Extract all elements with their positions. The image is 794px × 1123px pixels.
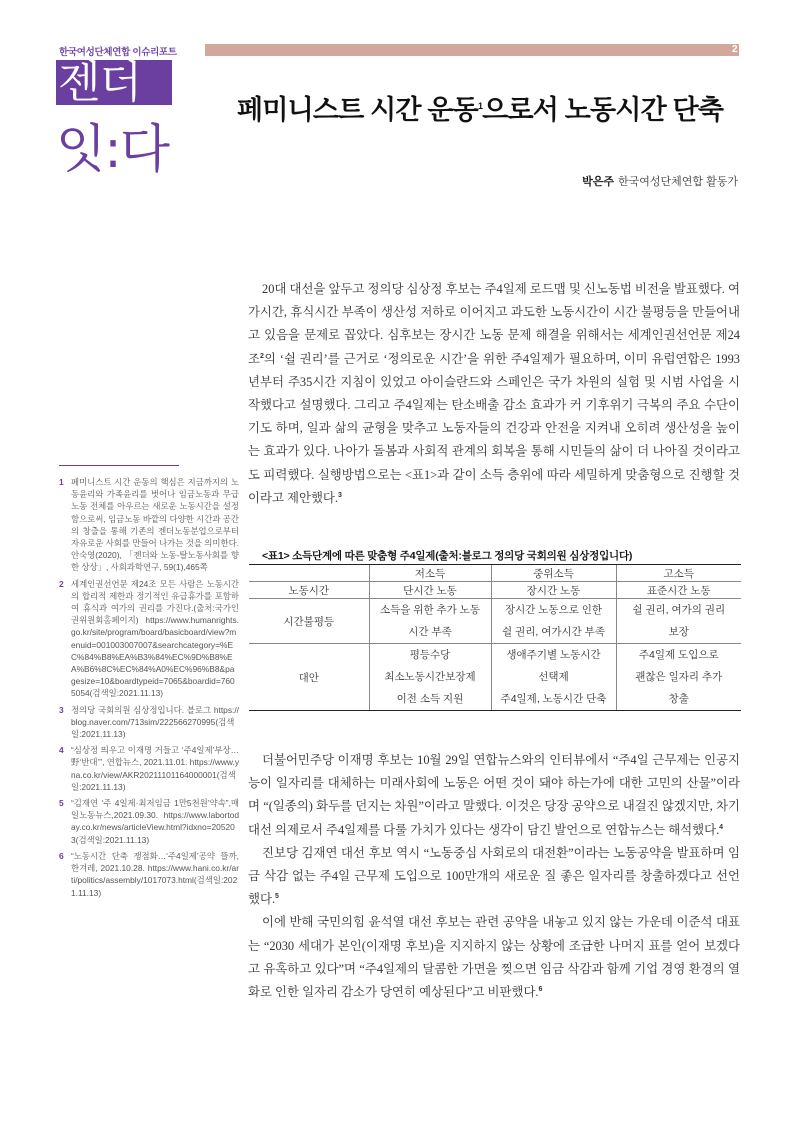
footnote-ref-2[interactable]: 2 [259,352,264,360]
footnote-number: 1 [59,477,64,487]
table-cell [491,599,616,644]
page-number: 2 [732,44,738,55]
cell-line: 생애주기별 노동시간 [506,649,601,661]
cell-line: 주4일제 도입으로 [638,649,719,661]
text-run: 20대 대선을 앞두고 정의당 심상정 후보는 주4일제 로드맵 및 신노동법 비전을 발표했다. 여가시간, 휴식시간 부족이 생산성 저하로 이어지고 과도한 노동시간이 시간 불평등을 만들어내고 있음을 문제로 꼽았다. 심후보는 장시간 노동 문제 해결을 위해서는 세계인권선언문 제24조 [248,282,740,366]
cell-line: 장시간 노동으로 인한 [504,604,603,616]
footnotes [59,476,239,903]
cell-line: 쉴 권리, 여가의 권리 [632,604,726,616]
body-section-1 [248,278,740,510]
logo-gender: 젠더 [56,60,172,105]
body-section-2 [248,749,740,1004]
cell-line: 이전 소득 지원 [396,693,464,705]
cell-line: 평등수당 [409,649,451,661]
title-part-2: 으로서 노동시간 단축 [482,95,724,125]
table-cell: 표준시간 노동 [616,582,741,599]
footnote [59,578,239,700]
table-header-row [249,565,741,582]
footnote [59,476,239,574]
footnote-text: 정의당 국회의원 심상정입니다. 블로그 https://blog.naver.com/713sim/222566270995(검색일:2021.11.13) [71,704,239,740]
paragraph [248,842,740,912]
cell-line: 쉴 권리, 여가시간 부족 [502,626,605,638]
cell-line: 시간 부족 [408,626,452,638]
footnote-divider [59,465,179,466]
article-title [237,88,723,127]
row-label: 대안 [249,644,369,711]
header-bar [205,44,739,56]
cell-line: 보장 [668,626,689,638]
footnote-number: 3 [59,704,64,715]
footnote [59,744,239,793]
author-role: 한국여성단체연합 활동가 [618,176,738,188]
table-header-cell: 고소득 [616,565,741,582]
row-label: 시간불평등 [249,599,369,644]
text-run: 진보당 김재연 대선 후보 역시 “노동중심 사회로의 대전환”이라는 노동공약을 발표하며 임금 삭감 없는 주4일 근무제 도입으로 100만개의 새로운 질 좋은 일자리를 창출하겠다고 선언했다. [248,845,740,907]
footnote-number: 5 [59,798,64,809]
text-run: 더불어민주당 이재명 후보는 10월 29일 연합뉴스와의 인터뷰에서 “주4일 근무제는 인공지능이 일자리를 대체하는 미래사회에 노동은 어떤 것이 돼야 하는가에 대한 고민의 산물”이라며 “(일종의) 화두를 던지는 차원”이라고 말했다. 이것은 당장 공약으로 내걸진 않겠지만, 차기 대선 의제로서 주4일제를 다룰 가치가 있다는 생각이 담긴 발언으로 연합뉴스는 해석했다. [248,753,740,837]
cell-line: 괜찮은 일자리 추가 [635,671,723,683]
cell-line: 창출 [668,693,689,705]
footnote-ref-1[interactable]: 1 [477,101,483,111]
text-run: 의 ‘쉴 권리’를 근거로 ‘정의로운 시간’을 위한 주4일제가 필요하며, 이미 유럽연합은 1993년부터 주35시간 지침이 있었고 아이슬란드와 스페인은 국가 차원의 실험 및 시범 사업을 시작했다고 설명했다. 그리고 주4일제는 탄소배출 감소 효과가 커 기후위기 극복의 주요 수단이기도 하며, 일과 삶의 균형을 맞추고 노동자들의 건강과 안전을 지켜내 오히려 생산성을 높이는 효과가 있다. 나아가 돌봄과 사회적 관계의 회복을 통해 시민들의 삶이 더 나아질 것이라고도 피력했다. 실행방법으로는 <표1>과 같이 소득 층위에 따라 세밀하게 맞춤형으로 진행할 것이라고 제안했다. [248,351,740,505]
byline [582,173,738,189]
table-cell [491,644,616,711]
footnote-text: “심상정 띄우고 이재명 거들고 ‘주4일제’부상…野‘반대’”, 연합뉴스, 2021.11.01. https://www.yna.co.kr/view/AKR20211101164000001(검색일:2021.11.13) [71,745,240,792]
title-part-1: 페미니스트 시간 운동 [237,95,478,125]
logo-itda: 잇:다 [56,120,168,180]
table-cell [369,644,491,711]
table-header-cell: 중위소득 [491,565,616,582]
footnote [59,797,239,846]
paragraph [248,911,740,1004]
table-cell: 장시간 노동 [491,582,616,599]
footnote-text: 페미니스트 시간 운동의 핵심은 지금까지의 노동윤리와 가족윤리를 벗어나 임금노동과 무급노동 전체를 아우르는 새로운 노동시간을 설정함으로써, 임금노동 바깥의 다양한 시간과 공간의 창출을 통해 기존의 젠더노동분업으로부터 자유로운 사회를 만들어 나가는 것을 의미한다. 안숙영(2020), 「젠더와 노동-탈노동사회를 향한 상상」, 사회과학연구, 59(1),465쪽 [71,477,239,573]
table-row [249,599,741,644]
table-cell [369,599,491,644]
cell-line: 선택제 [538,671,569,683]
footnote-text: “김재연 ‘주 4일제·최저임금 1만5천원’약속”,매일노동뉴스,2021.09.30. https://www.labortoday.co.kr/news/articleView.html?idxno=205203(검색일:2021.11.13) [71,798,239,845]
table-cell [616,599,741,644]
paragraph [248,278,740,510]
cell-line: 주4일제, 노동시간 단축 [500,693,607,705]
footnote-number: 2 [59,578,64,589]
table-row [249,644,741,711]
footnote-text: 세계인권선언문 제24조 모든 사람은 노동시간의 합리적 제한과 정기적인 유급휴가를 포함하여 휴식과 여가의 권리를 가진다.(출처:국가인권위원회홈페이지) https://www.humanrights.go.kr/site/program/board/basicboard/view?menuid=001003007007&searchcategory=%EC%84%B8%EA%B3%84%EC%9D%B8%EA%B6%8C%EC%84%A0%EC%96%B8&pagesize=10&boardtypeid=7065&boardid=7605054(검색일:2021.11.13) [71,578,239,699]
footnote-number: 4 [59,745,64,756]
footnote-text: “노동시간 단축 쟁점화…‘주4일제’공약 뜰까, 한겨레, 2021.10.28. https://www.hani.co.kr/arti/politics/assembly/1017073.html(검색일:2021.11.13) [71,850,239,898]
publication-label: 한국여성단체연합 이슈리포트 [59,47,177,58]
author-name: 박은주 [582,176,615,188]
footnote-ref-6[interactable]: 6 [538,985,543,993]
footnote [59,850,239,899]
paragraph [248,749,740,842]
table-header-cell: 저소득 [369,565,491,582]
table-cell: 단시간 노동 [369,582,491,599]
footnote-ref-5[interactable]: 5 [275,893,279,901]
income-table [249,564,741,711]
footnote-number: 6 [59,850,64,861]
cell-line: 최소노동시간보장제 [384,671,476,683]
footnote-ref-4[interactable]: 4 [719,823,724,831]
footnote [59,704,239,741]
table-header-cell [249,565,369,582]
cell-line: 소득을 위한 추가 노동 [379,604,481,616]
row-label: 노동시간 [249,582,369,599]
table-row [249,582,741,599]
text-run: 이에 반해 국민의힘 윤석열 대선 후보는 관련 공약을 내놓고 있지 않는 가운데 이준석 대표는 “2030 세대가 본인(이재명 후보)을 지지하지 않는 상황에 조급한 나머지 표를 얻어 보겠다고 유혹하고 있다”며 “주4일제의 달콤한 가면을 찢으면 임금 삭감과 함께 기업 경영 환경의 열화로 인한 일자리 감소가 당연히 예상된다”고 비판했다. [248,915,740,1000]
footnote-ref-3[interactable]: 3 [337,491,342,499]
table-caption: <표1> 소득단계에 따른 맞춤형 주4일제(출처:블로그 정의당 국회의원 심상정입니다) [262,550,633,562]
table-cell [616,644,741,711]
